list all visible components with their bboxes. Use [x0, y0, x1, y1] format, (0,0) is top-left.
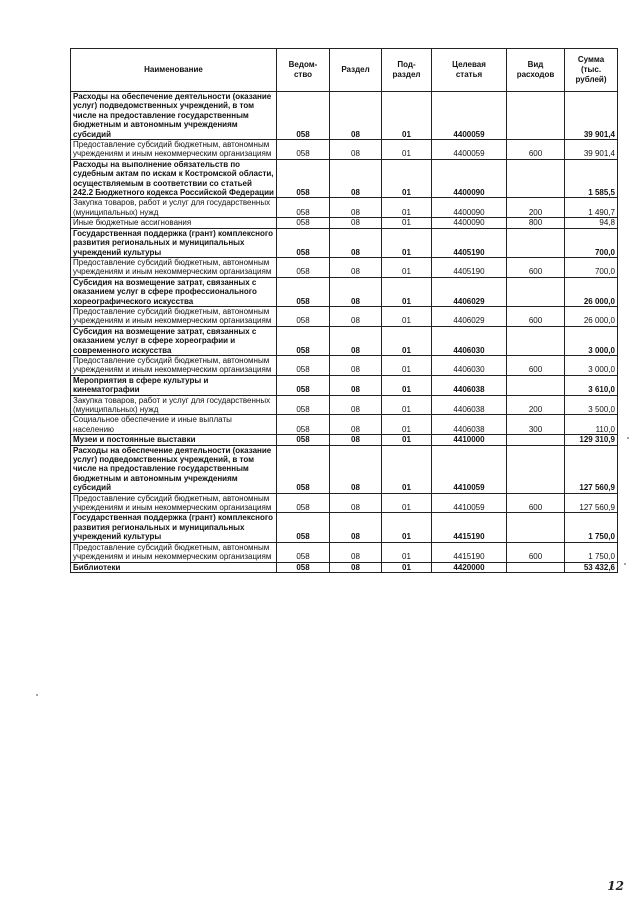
row-dept: 058 — [277, 395, 330, 415]
row-name: Субсидия на возмещение затрат, связанных с оказанием услуг в сфере профессионального хореографического искусства — [71, 277, 277, 306]
row-type — [507, 228, 565, 257]
row-name: Субсидия на возмещение затрат, связанных с оказанием услуг в сфере хореографии и современного искусства — [71, 326, 277, 355]
header-subsection: Под- раздел — [382, 49, 432, 92]
row-section: 08 — [330, 415, 382, 435]
row-dept: 058 — [277, 513, 330, 542]
row-target: 4406029 — [432, 306, 507, 326]
row-dept: 058 — [277, 326, 330, 355]
row-section: 08 — [330, 562, 382, 572]
row-sum: 700,0 — [565, 228, 618, 257]
table-row — [71, 228, 618, 257]
row-subsection: 01 — [382, 198, 432, 218]
row-subsection: 01 — [382, 257, 432, 277]
header-section: Раздел — [330, 49, 382, 92]
row-section: 08 — [330, 257, 382, 277]
row-subsection: 01 — [382, 92, 432, 140]
row-section: 08 — [330, 218, 382, 228]
row-type: 600 — [507, 306, 565, 326]
row-section: 08 — [330, 542, 382, 562]
row-dept: 058 — [277, 198, 330, 218]
page-number: 12 — [607, 879, 624, 893]
row-section: 08 — [330, 513, 382, 542]
row-target: 4420000 — [432, 562, 507, 572]
row-sum: 127 560,9 — [565, 493, 618, 513]
table-row — [71, 562, 618, 572]
row-target: 4406030 — [432, 355, 507, 375]
row-type: 600 — [507, 542, 565, 562]
row-name: Государственная поддержка (грант) комплексного развития региональных и муниципальных учреждений культуры — [71, 228, 277, 257]
row-dept: 058 — [277, 562, 330, 572]
row-name: Социальное обеспечение и иные выплаты населению — [71, 415, 277, 435]
row-target: 4406029 — [432, 277, 507, 306]
row-name: Предоставление субсидий бюджетным, автономным учреждениям и иным некоммерческим организациям — [71, 355, 277, 375]
row-name: Мероприятия в сфере культуры и кинематографии — [71, 375, 277, 395]
row-name: Расходы на выполнение обязательств по судебным актам по искам к Костромской области, осуществляемым в соответствии со статьей 242.2 Бюджетного кодекса Российской Федерации — [71, 159, 277, 198]
table-row — [71, 445, 618, 493]
row-target: 4415190 — [432, 542, 507, 562]
table-row — [71, 395, 618, 415]
row-subsection: 01 — [382, 395, 432, 415]
row-section: 08 — [330, 326, 382, 355]
header-sum: Сумма (тыс. рублей) — [565, 49, 618, 92]
table-row — [71, 140, 618, 160]
row-type: 600 — [507, 257, 565, 277]
scan-speck — [36, 694, 38, 696]
row-subsection: 01 — [382, 445, 432, 493]
row-target: 4400059 — [432, 92, 507, 140]
table-row — [71, 513, 618, 542]
row-sum: 26 000,0 — [565, 277, 618, 306]
row-dept: 058 — [277, 257, 330, 277]
row-name: Предоставление субсидий бюджетным, автономным учреждениям и иным некоммерческим организациям — [71, 306, 277, 326]
row-type: 300 — [507, 415, 565, 435]
row-target: 4400090 — [432, 198, 507, 218]
row-section: 08 — [330, 375, 382, 395]
row-subsection: 01 — [382, 140, 432, 160]
table-row — [71, 257, 618, 277]
table-row — [71, 277, 618, 306]
row-type — [507, 375, 565, 395]
row-sum: 1 585,5 — [565, 159, 618, 198]
row-dept: 058 — [277, 542, 330, 562]
row-subsection: 01 — [382, 355, 432, 375]
row-subsection: 01 — [382, 277, 432, 306]
row-dept: 058 — [277, 277, 330, 306]
table-row — [71, 415, 618, 435]
row-dept: 058 — [277, 445, 330, 493]
row-dept: 058 — [277, 375, 330, 395]
table-header-row — [71, 49, 618, 92]
row-sum: 39 901,4 — [565, 92, 618, 140]
row-target: 4400090 — [432, 159, 507, 198]
row-target: 4400059 — [432, 140, 507, 160]
table-row — [71, 326, 618, 355]
row-section: 08 — [330, 355, 382, 375]
row-type — [507, 159, 565, 198]
row-name: Предоставление субсидий бюджетным, автономным учреждениям и иным некоммерческим организациям — [71, 140, 277, 160]
row-sum: 127 560,9 — [565, 445, 618, 493]
row-type: 600 — [507, 140, 565, 160]
row-subsection: 01 — [382, 326, 432, 355]
scan-speck — [624, 563, 626, 565]
row-subsection: 01 — [382, 542, 432, 562]
table-row — [71, 375, 618, 395]
row-sum: 3 610,0 — [565, 375, 618, 395]
row-type — [507, 435, 565, 445]
row-target: 4410059 — [432, 493, 507, 513]
row-subsection: 01 — [382, 218, 432, 228]
row-type: 200 — [507, 198, 565, 218]
row-name: Музеи и постоянные выставки — [71, 435, 277, 445]
row-type — [507, 513, 565, 542]
row-target: 4405190 — [432, 228, 507, 257]
row-dept: 058 — [277, 228, 330, 257]
header-target: Целевая статья — [432, 49, 507, 92]
row-name: Иные бюджетные ассигнования — [71, 218, 277, 228]
row-sum: 3 000,0 — [565, 355, 618, 375]
row-type — [507, 326, 565, 355]
row-type: 600 — [507, 355, 565, 375]
row-target: 4405190 — [432, 257, 507, 277]
row-section: 08 — [330, 92, 382, 140]
row-dept: 058 — [277, 435, 330, 445]
row-subsection: 01 — [382, 159, 432, 198]
row-sum: 39 901,4 — [565, 140, 618, 160]
table-row — [71, 159, 618, 198]
row-sum: 1 750,0 — [565, 513, 618, 542]
budget-table — [70, 48, 618, 573]
table-row — [71, 92, 618, 140]
row-type: 200 — [507, 395, 565, 415]
row-type — [507, 562, 565, 572]
row-subsection: 01 — [382, 228, 432, 257]
row-target: 4406038 — [432, 415, 507, 435]
table-row — [71, 306, 618, 326]
header-dept: Ведом- ство — [277, 49, 330, 92]
row-type — [507, 445, 565, 493]
row-type: 800 — [507, 218, 565, 228]
row-name: Предоставление субсидий бюджетным, автономным учреждениям и иным некоммерческим организациям — [71, 542, 277, 562]
table-row — [71, 435, 618, 445]
row-subsection: 01 — [382, 306, 432, 326]
row-section: 08 — [330, 159, 382, 198]
row-name: Библиотеки — [71, 562, 277, 572]
row-sum: 3 000,0 — [565, 326, 618, 355]
row-subsection: 01 — [382, 493, 432, 513]
row-name: Расходы на обеспечение деятельности (оказание услуг) подведомственных учреждений, в том числе на предоставление государственным бюджетным и автономным учреждениям субсидий — [71, 92, 277, 140]
row-dept: 058 — [277, 218, 330, 228]
table-row — [71, 493, 618, 513]
header-type: Вид расходов — [507, 49, 565, 92]
row-sum: 3 500,0 — [565, 395, 618, 415]
row-target: 4406038 — [432, 395, 507, 415]
row-sum: 53 432,6 — [565, 562, 618, 572]
row-section: 08 — [330, 395, 382, 415]
row-dept: 058 — [277, 493, 330, 513]
row-dept: 058 — [277, 140, 330, 160]
row-section: 08 — [330, 277, 382, 306]
table-row — [71, 218, 618, 228]
row-sum: 110,0 — [565, 415, 618, 435]
row-dept: 058 — [277, 306, 330, 326]
row-sum: 700,0 — [565, 257, 618, 277]
row-section: 08 — [330, 306, 382, 326]
row-name: Предоставление субсидий бюджетным, автономным учреждениям и иным некоммерческим организациям — [71, 257, 277, 277]
row-dept: 058 — [277, 355, 330, 375]
row-section: 08 — [330, 228, 382, 257]
row-target: 4410000 — [432, 435, 507, 445]
row-section: 08 — [330, 140, 382, 160]
row-section: 08 — [330, 198, 382, 218]
row-name: Государственная поддержка (грант) комплексного развития региональных и муниципальных учреждений культуры — [71, 513, 277, 542]
row-sum: 1 750,0 — [565, 542, 618, 562]
row-subsection: 01 — [382, 513, 432, 542]
row-target: 4400090 — [432, 218, 507, 228]
row-subsection: 01 — [382, 435, 432, 445]
row-sum: 26 000,0 — [565, 306, 618, 326]
row-name: Предоставление субсидий бюджетным, автономным учреждениям и иным некоммерческим организациям — [71, 493, 277, 513]
row-sum: 1 490,7 — [565, 198, 618, 218]
row-subsection: 01 — [382, 415, 432, 435]
row-name: Закупка товаров, работ и услуг для государственных (муниципальных) нужд — [71, 395, 277, 415]
table-row — [71, 542, 618, 562]
row-target: 4410059 — [432, 445, 507, 493]
row-sum: 129 310,9 — [565, 435, 618, 445]
row-section: 08 — [330, 445, 382, 493]
table-row — [71, 198, 618, 218]
row-type — [507, 277, 565, 306]
row-dept: 058 — [277, 159, 330, 198]
row-type — [507, 92, 565, 140]
row-dept: 058 — [277, 415, 330, 435]
header-name: Наименование — [71, 49, 277, 92]
row-subsection: 01 — [382, 562, 432, 572]
table-row — [71, 355, 618, 375]
row-type: 600 — [507, 493, 565, 513]
row-name: Закупка товаров, работ и услуг для государственных (муниципальных) нужд — [71, 198, 277, 218]
row-section: 08 — [330, 435, 382, 445]
row-sum: 94,8 — [565, 218, 618, 228]
row-target: 4406038 — [432, 375, 507, 395]
row-name: Расходы на обеспечение деятельности (оказание услуг) подведомственных учреждений, в том числе на предоставление государственным бюджетным и автономным учреждениям субсидий — [71, 445, 277, 493]
row-section: 08 — [330, 493, 382, 513]
scan-speck — [627, 437, 629, 439]
row-target: 4415190 — [432, 513, 507, 542]
row-target: 4406030 — [432, 326, 507, 355]
row-dept: 058 — [277, 92, 330, 140]
row-subsection: 01 — [382, 375, 432, 395]
